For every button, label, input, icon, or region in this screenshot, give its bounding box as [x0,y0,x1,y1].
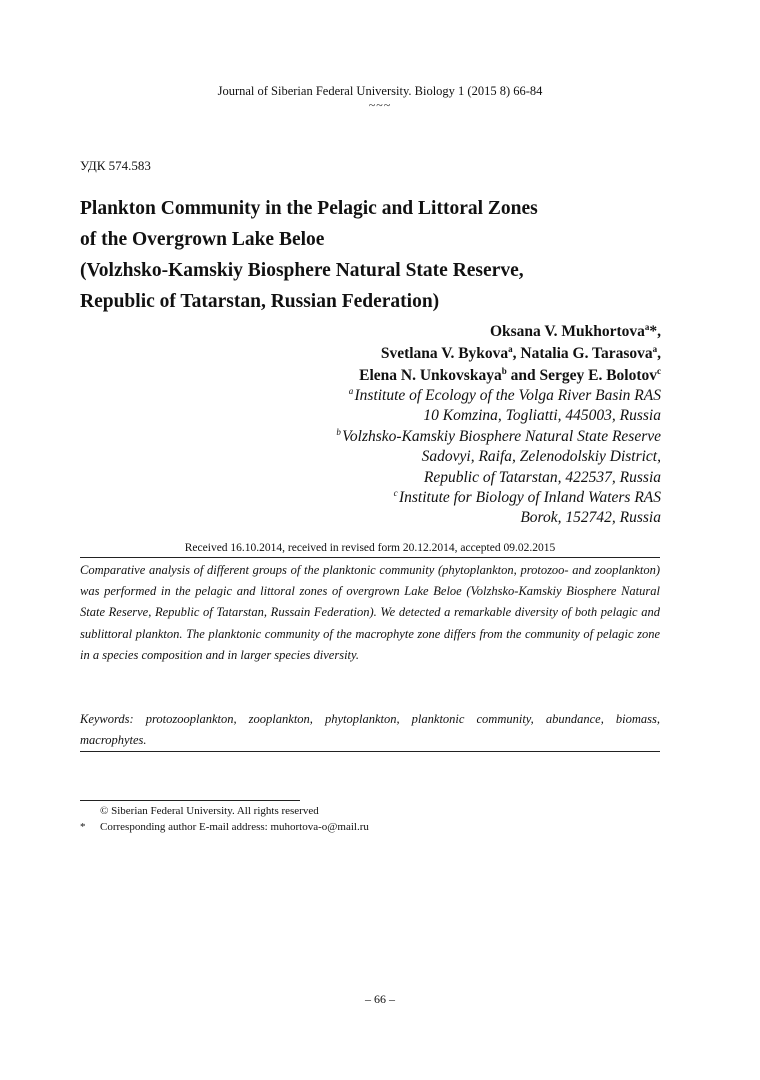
corresponding-author-text: Corresponding author E-mail address: muhortova-o@mail.ru [100,821,369,833]
affiliation-line: Sadovyi, Raifa, Zelenodolskiy District, [421,448,661,466]
received-dates: Received 16.10.2014, received in revised form 20.12.2014, accepted 09.02.2015 [184,542,556,554]
footnotes [80,803,369,835]
abstract-top-rule [80,557,660,558]
page-number: – 66 – [365,992,395,1006]
author-affiliation-mark: a [652,343,658,354]
footnote-star: * [80,821,86,833]
title-line: of the Overgrown Lake Beloe [80,229,325,250]
journal-header: Journal of Siberian Federal University. Biology 1 (2015 8) 66-84 [217,84,543,98]
abstract-text: Comparative analysis of different groups of the planktonic community (phytoplankton, protozoo- and zooplankton) was performed in the pelagic and littoral zones of overgrown Lake Beloe (Volzhsko-Kamskiy Biosphere Natural State Reserve, Republic of Tatarstan, Russain Federation). We detected a remarkable diversity of both pelagic and sublittoral plankton. The planktonic community of the macrophyte zone differs from the community of pelagic zone in a species composition and in larger species diversity. [80,563,660,662]
author-affiliation-mark: b [501,365,507,376]
udc-code: УДК 574.583 [80,158,151,173]
author-name: Elena N. Unkovskaya [359,367,502,384]
author-name: Svetlana V. Bykova [380,345,509,362]
author-separator: , [657,345,661,362]
author-name: Sergey E. Bolotov [539,367,657,384]
affiliation-line: 10 Komzina, Togliatti, 445003, Russia [423,407,661,425]
affiliation-list [336,386,661,529]
author-separator: and [506,367,540,384]
author-list [359,321,661,387]
header-separator: ~~~ [368,98,392,112]
affiliation-line: Republic of Tatarstan, 422537, Russia [423,468,661,486]
footnote-rule [80,800,300,801]
paper-title [80,193,640,317]
footnote-corresponding [80,819,369,835]
author-affiliation-mark: a [644,321,650,332]
author-line [359,365,661,387]
author-line [359,321,661,343]
affiliation-line: $^c$ Institute for Biology of Inland Waters RAS [393,487,661,507]
title-line: (Volzhsko-Kamskiy Biosphere Natural State Reserve, [80,260,524,281]
affiliation-line: Borok, 152742, Russia [520,509,661,527]
author-name: Natalia G. Tarasova [520,345,653,362]
footnote-copyright [80,803,369,819]
author-name: Oksana V. Mukhortova [489,323,645,340]
title-line: Republic of Tatarstan, Russian Federation) [80,291,440,312]
title-line: Plankton Community in the Pelagic and Littoral Zones [80,198,538,219]
abstract-bottom-rule [80,751,660,752]
affiliation-mark: c [393,487,398,498]
affiliation-mark: b [336,426,341,437]
author-separator: *, [649,323,661,340]
copyright-text: © Siberian Federal University. All rights reserved [100,805,319,817]
keywords-text: Keywords: protozooplankton, zooplankton, phytoplankton, planktonic community, abundance, biomass, macrophytes. [80,712,660,748]
author-affiliation-mark: a [508,343,513,354]
affiliation-line: $^b$ Volzhsko-Kamskiy Biosphere Natural State Reserve [336,426,661,445]
author-affiliation-mark: c [657,365,661,376]
author-separator: , [512,345,521,362]
affiliation-line: $^a$ Institute of Ecology of the Volga River Basin RAS [348,385,661,404]
affiliation-mark: a [348,385,354,396]
author-line [359,343,661,365]
